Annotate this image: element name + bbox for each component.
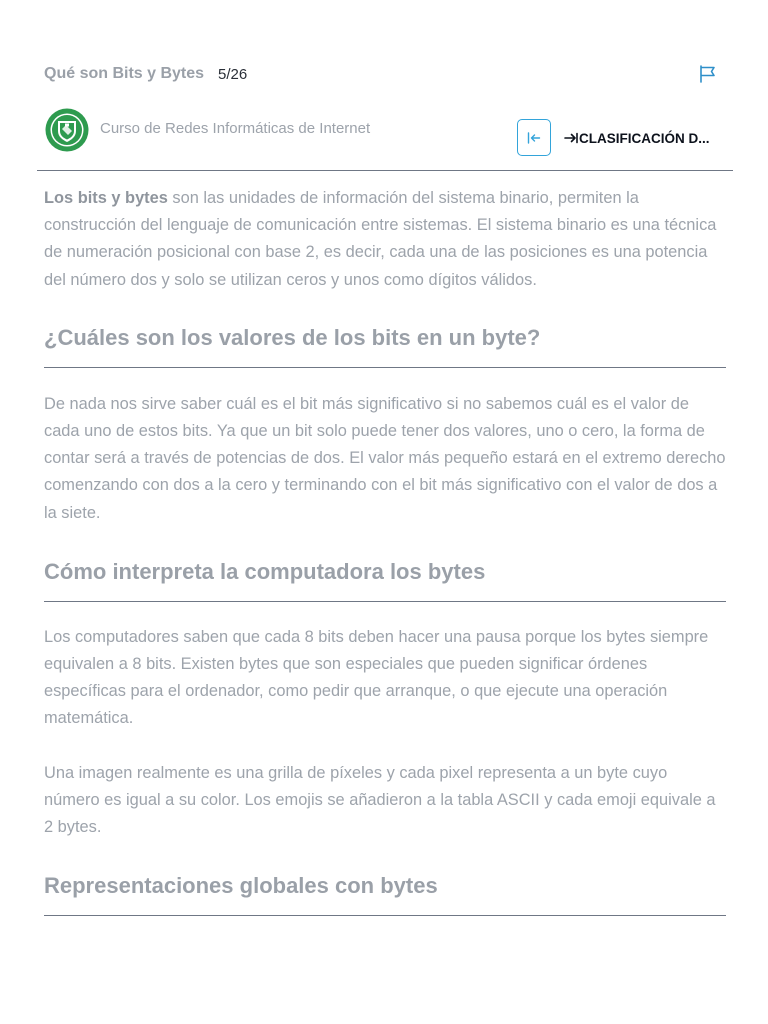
lesson-title: Qué son Bits y Bytes — [44, 65, 205, 82]
course-name[interactable]: Curso de Redes Informáticas de Internet — [100, 120, 371, 137]
section-divider — [44, 915, 726, 916]
section-divider — [44, 367, 726, 368]
next-lesson-label: CLASIFICACIÓN D... — [579, 130, 710, 146]
previous-lesson-button[interactable] — [517, 119, 551, 156]
arrow-bar-left-icon — [527, 132, 541, 144]
section-divider — [44, 601, 726, 602]
section-paragraph: Los computadores saben que cada 8 bits deben hacer una pausa porque los bytes siempre equivalen a 8 bits. Existen bytes que son especiales que pueden significar órdenes específicas para el ordenador, como pedir que arranque, o que ejecute una operación matemática. — [44, 627, 709, 728]
section-paragraph: Una imagen realmente es una grilla de píxeles y cada pixel representa a un byte cuyo número es igual a su color. Los emojis se añadieron a la tabla ASCII y cada emoji equivale a 2 bytes. — [44, 763, 716, 837]
intro-text: son las unidades de información del sistema binario, permiten la construcción del lenguaje de comunicación entre sistemas. El sistema binario es una técnica de numeración posicional con base 2, es decir, cada una de las posiciones es una potencia del número dos y solo se utilizan ceros y unos como dígitos válidos. — [44, 189, 717, 289]
intro-paragraph — [44, 185, 726, 294]
next-lesson-button[interactable] — [564, 128, 710, 148]
section-heading: Representaciones globales con bytes — [44, 873, 438, 899]
flag-icon[interactable] — [698, 64, 718, 84]
course-row — [44, 106, 724, 156]
course-shield-badge-icon[interactable] — [44, 107, 90, 153]
lesson-header — [44, 62, 724, 86]
section-paragraph: De nada nos sirve saber cuál es el bit más significativo si no sabemos cuál es el valor de cada uno de estos bits. Ya que un bit solo puede tener dos valores, uno o cero, la forma de contar será a través de potencias de dos. El valor más pequeño estará en el extremo derecho comenzando con dos a la cero y terminando con el bit más significativo con el valor de dos a la siete. — [44, 394, 726, 522]
article-content — [44, 184, 726, 916]
arrow-right-icon — [564, 132, 578, 144]
header-divider — [37, 170, 733, 171]
lesson-counter: 5/26 — [218, 65, 248, 83]
section-heading: ¿Cuáles son los valores de los bits en un byte? — [44, 324, 541, 350]
section-heading: Cómo interpreta la computadora los bytes — [44, 558, 486, 584]
intro-bold-text: Los bits y bytes — [44, 189, 168, 207]
